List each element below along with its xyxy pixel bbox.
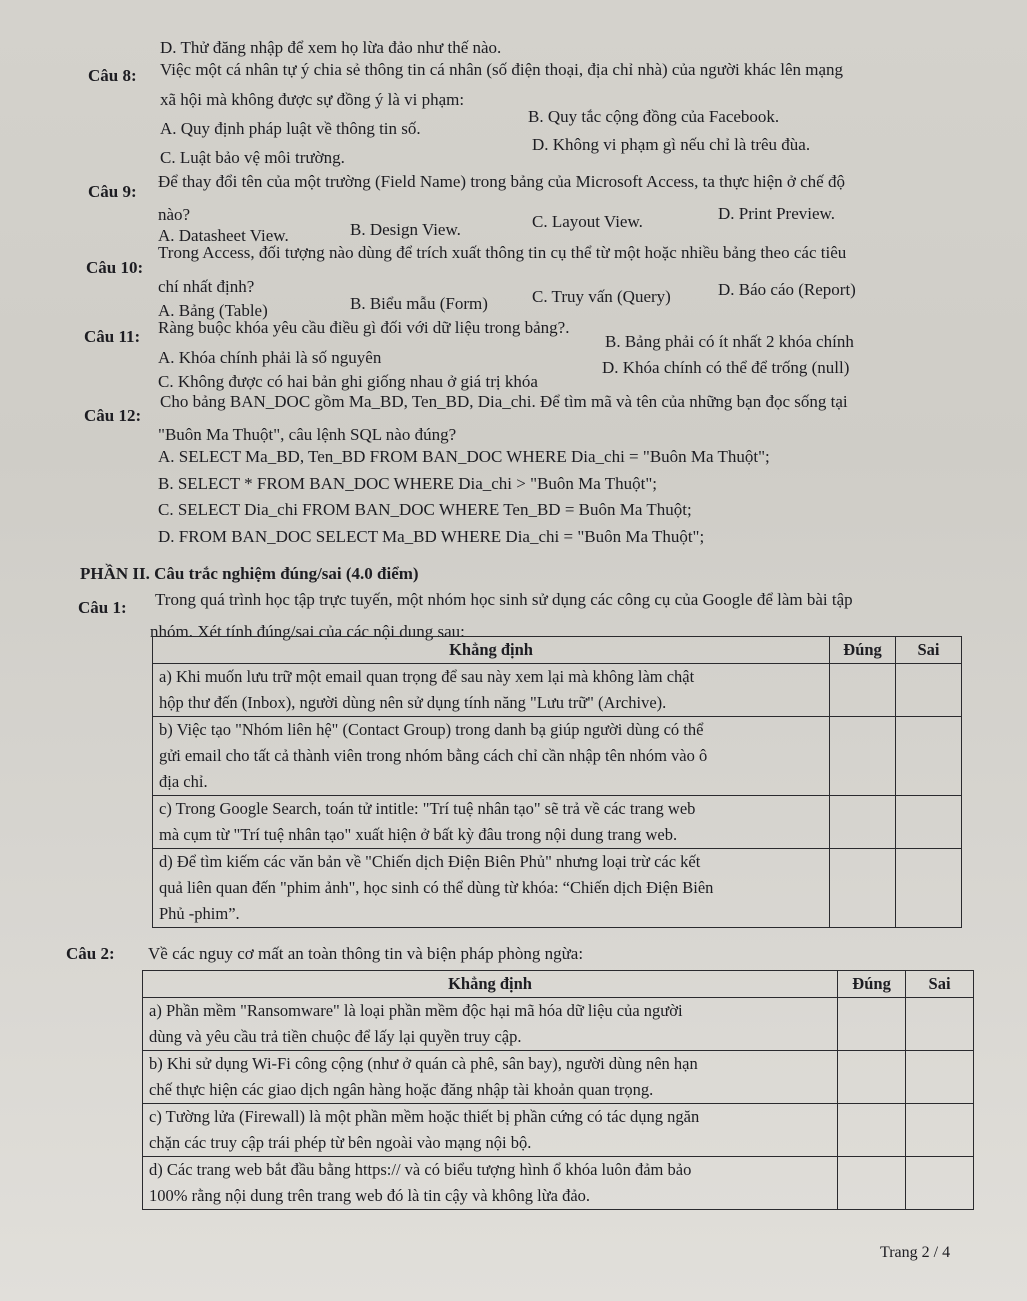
statement-line: địa chỉ. xyxy=(159,772,208,791)
tf1-label: Câu 1: xyxy=(78,598,127,617)
tf2-true-cell-a[interactable] xyxy=(838,998,906,1051)
tf2-statement-b xyxy=(143,1051,838,1104)
q11-option-a: A. Khóa chính phải là số nguyên xyxy=(158,348,382,367)
page-number: Trang 2 / 4 xyxy=(880,1244,951,1261)
statement-line: 100% rằng nội dung trên trang web đó là tin cậy và không lừa đảo. xyxy=(149,1186,591,1205)
tf2-true-cell-d[interactable] xyxy=(838,1157,906,1210)
tf1-statement-a xyxy=(153,664,830,717)
tf1-true-cell-d[interactable] xyxy=(830,849,896,928)
table-row xyxy=(143,1051,974,1104)
table-row xyxy=(153,796,962,849)
tf2-false-cell-c[interactable] xyxy=(906,1104,974,1157)
tf1-statement-d xyxy=(153,849,830,928)
statement-line: c) Trong Google Search, toán tử intitle: "Trí tuệ nhân tạo" sẽ trả về các trang web xyxy=(159,799,696,818)
q12-option-d: D. FROM BAN_DOC SELECT Ma_BD WHERE Dia_chi = "Buôn Ma Thuột"; xyxy=(158,527,705,546)
q7-option-d: D. Thử đăng nhập để xem họ lừa đảo như thế nào. xyxy=(160,38,502,57)
statement-line: a) Khi muốn lưu trữ một email quan trọng để sau này xem lại mà không làm chật xyxy=(159,667,695,686)
tf2-table xyxy=(142,970,974,1210)
statement-line: c) Tường lửa (Firewall) là một phần mềm hoặc thiết bị phần cứng có tác dụng ngăn xyxy=(149,1107,700,1126)
statement-line: d) Để tìm kiếm các văn bản về "Chiến dịch Điện Biên Phủ" nhưng loại trừ các kết xyxy=(159,852,701,871)
q11-text-1: Ràng buộc khóa yêu cầu điều gì đối với dữ liệu trong bảng?. xyxy=(158,318,570,337)
q12-option-b: B. SELECT * FROM BAN_DOC WHERE Dia_chi > "Buôn Ma Thuột"; xyxy=(158,474,658,493)
q9-option-a: A. Datasheet View. xyxy=(158,226,289,245)
tf1-false-cell-d[interactable] xyxy=(896,849,962,928)
tf2-false-cell-b[interactable] xyxy=(906,1051,974,1104)
table-row xyxy=(153,717,962,796)
q10-option-a: A. Bảng (Table) xyxy=(158,301,268,320)
q9-option-b: B. Design View. xyxy=(350,220,461,239)
q9-text-2: nào? xyxy=(158,205,191,224)
tf1-false-cell-c[interactable] xyxy=(896,796,962,849)
statement-line: gửi email cho tất cả thành viên trong nhóm bằng cách chỉ cần nhập tên nhóm vào ô xyxy=(159,746,708,765)
q10-text-1: Trong Access, đối tượng nào dùng để trích xuất thông tin cụ thể từ một hoặc nhiều bảng theo các tiêu xyxy=(158,243,847,262)
statement-line: Phủ -phim”. xyxy=(159,904,240,923)
q12-text-2: "Buôn Ma Thuột", câu lệnh SQL nào đúng? xyxy=(158,425,457,444)
q10-option-b: B. Biểu mẫu (Form) xyxy=(350,294,488,313)
table-row xyxy=(143,1104,974,1157)
tf1-statement-b xyxy=(153,717,830,796)
table-row xyxy=(143,998,974,1051)
tf2-header-statement: Khẳng định xyxy=(143,971,838,998)
q8-option-c: C. Luật bảo vệ môi trường. xyxy=(160,148,345,167)
statement-line: hộp thư đến (Inbox), người dùng nên sử dụng tính năng "Lưu trữ" (Archive). xyxy=(159,693,667,712)
table-row xyxy=(153,849,962,928)
q11-option-b: B. Bảng phải có ít nhất 2 khóa chính xyxy=(605,332,854,351)
q12-label: Câu 12: xyxy=(84,406,142,425)
statement-line: dùng và yêu cầu trả tiền chuộc để lấy lại quyền truy cập. xyxy=(149,1027,522,1046)
q10-option-c: C. Truy vấn (Query) xyxy=(532,287,671,306)
tf1-true-cell-a[interactable] xyxy=(830,664,896,717)
q8-text-1: Việc một cá nhân tự ý chia sẻ thông tin cá nhân (số điện thoại, địa chỉ nhà) của người khác lên mạng xyxy=(160,60,844,79)
statement-line: chặn các truy cập trái phép từ bên ngoài vào mạng nội bộ. xyxy=(149,1133,532,1152)
q8-option-d: D. Không vi phạm gì nếu chỉ là trêu đùa. xyxy=(532,135,811,154)
statement-line: b) Khi sử dụng Wi-Fi công cộng (như ở quán cà phê, sân bay), người dùng nên hạn xyxy=(149,1054,698,1073)
tf2-header-true: Đúng xyxy=(838,971,906,998)
q11-option-d: D. Khóa chính có thể để trống (null) xyxy=(602,358,850,377)
q11-label: Câu 11: xyxy=(84,327,141,346)
tf2-false-cell-d[interactable] xyxy=(906,1157,974,1210)
tf1-header-false: Sai xyxy=(896,637,962,664)
q9-option-d: D. Print Preview. xyxy=(718,204,835,223)
q10-option-d: D. Báo cáo (Report) xyxy=(718,280,856,299)
tf1-text-2: nhóm. Xét tính đúng/sai của các nội dung sau: xyxy=(150,622,465,641)
q9-label: Câu 9: xyxy=(88,182,137,201)
statement-line: chế thực hiện các giao dịch ngân hàng hoặc đăng nhập tài khoản quan trọng. xyxy=(149,1080,654,1099)
table-row xyxy=(143,1157,974,1210)
q10-text-2: chí nhất định? xyxy=(158,277,255,296)
tf1-header-true: Đúng xyxy=(830,637,896,664)
tf1-false-cell-a[interactable] xyxy=(896,664,962,717)
q9-option-c: C. Layout View. xyxy=(532,212,643,231)
tf2-statement-c xyxy=(143,1104,838,1157)
table-row xyxy=(153,664,962,717)
statement-line: d) Các trang web bắt đầu bằng https:// và có biểu tượng hình ổ khóa luôn đảm bảo xyxy=(149,1160,692,1179)
tf2-true-cell-b[interactable] xyxy=(838,1051,906,1104)
tf2-text-1: Về các nguy cơ mất an toàn thông tin và biện pháp phòng ngừa: xyxy=(148,944,584,963)
q12-text-1: Cho bảng BAN_DOC gồm Ma_BD, Ten_BD, Dia_chi. Để tìm mã và tên của những bạn đọc sống tại xyxy=(160,392,848,411)
q12-option-a: A. SELECT Ma_BD, Ten_BD FROM BAN_DOC WHERE Dia_chi = "Buôn Ma Thuột"; xyxy=(158,447,770,466)
tf2-header-row xyxy=(143,971,974,998)
q12-option-c: C. SELECT Dia_chi FROM BAN_DOC WHERE Ten_BD = Buôn Ma Thuột; xyxy=(158,500,692,519)
part-2-title: PHẦN II. Câu trắc nghiệm đúng/sai (4.0 điểm) xyxy=(80,564,419,583)
statement-line: a) Phần mềm "Ransomware" là loại phần mềm độc hại mã hóa dữ liệu của người xyxy=(149,1001,683,1020)
tf2-true-cell-c[interactable] xyxy=(838,1104,906,1157)
tf2-label: Câu 2: xyxy=(66,944,115,963)
tf1-text-1: Trong quá trình học tập trực tuyến, một nhóm học sinh sử dụng các công cụ của Google để làm bài tập xyxy=(155,590,853,609)
q10-label: Câu 10: xyxy=(86,258,144,277)
tf2-false-cell-a[interactable] xyxy=(906,998,974,1051)
tf1-true-cell-b[interactable] xyxy=(830,717,896,796)
statement-line: quả liên quan đến "phim ảnh", học sinh có thể dùng từ khóa: “Chiến dịch Điện Biên xyxy=(159,878,714,897)
tf1-statement-c xyxy=(153,796,830,849)
tf2-header-false: Sai xyxy=(906,971,974,998)
q8-label: Câu 8: xyxy=(88,66,137,85)
tf2-statement-d xyxy=(143,1157,838,1210)
tf1-header-row xyxy=(153,637,962,664)
tf1-false-cell-b[interactable] xyxy=(896,717,962,796)
q11-option-c: C. Không được có hai bản ghi giống nhau ở giá trị khóa xyxy=(158,372,538,391)
q8-text-2: xã hội mà không được sự đồng ý là vi phạm: xyxy=(160,90,465,109)
tf1-true-cell-c[interactable] xyxy=(830,796,896,849)
statement-line: b) Việc tạo "Nhóm liên hệ" (Contact Group) trong danh bạ giúp người dùng có thể xyxy=(159,720,704,739)
statement-line: mà cụm từ "Trí tuệ nhân tạo" xuất hiện ở bất kỳ đâu trong nội dung trang web. xyxy=(159,825,678,844)
tf1-table xyxy=(152,636,962,928)
q8-option-b: B. Quy tắc cộng đồng của Facebook. xyxy=(528,107,780,126)
q9-text-1: Để thay đổi tên của một trường (Field Name) trong bảng của Microsoft Access, ta thực hiện ở chế độ xyxy=(158,172,845,191)
q8-option-a: A. Quy định pháp luật về thông tin số. xyxy=(160,119,421,138)
tf1-header-statement: Khẳng định xyxy=(153,637,830,664)
tf2-statement-a xyxy=(143,998,838,1051)
